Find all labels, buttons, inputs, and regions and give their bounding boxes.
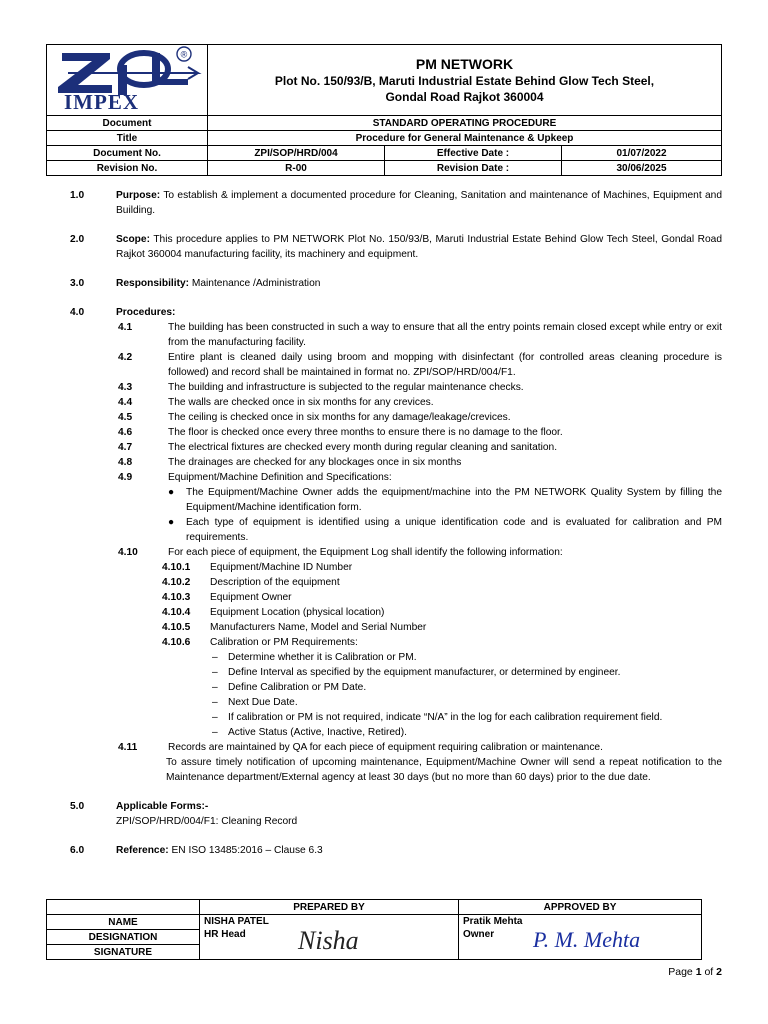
revision-date-label: Revision Date : (385, 161, 562, 176)
svg-text:Nisha: Nisha (298, 926, 359, 955)
procedure-item (70, 395, 722, 410)
sub-number: 4.10.2 (162, 577, 191, 588)
prepared-designation: HR Head (204, 929, 246, 940)
company-name: PM NETWORK (415, 56, 514, 72)
section-number: 2.0 (70, 234, 85, 245)
bullet-text: The Equipment/Machine Owner adds the equipment/machine into the PM NETWORK Quality System by filling the Equipment/Machine identification form. (186, 487, 722, 513)
dash-text: If calibration or PM is not required, indicate “N/A” in the log for each calibration requirement field. (228, 712, 663, 723)
sub-number: 4.10.5 (162, 622, 191, 633)
procedure-text: Records are maintained by QA for each piece of equipment requiring calibration or maintenance. (168, 742, 603, 753)
signoff-table (46, 899, 702, 960)
procedure-text: Entire plant is cleaned daily using broom and mopping with disinfectant (for controlled areas cleaning procedure is followed) and record shall be maintained in format no. ZPI/SOP/HRD/004/F1. (168, 352, 722, 378)
designation-label: DESIGNATION (47, 930, 200, 945)
dash-icon: – (212, 667, 218, 678)
procedure-text: Equipment/Machine Definition and Specifications: (168, 472, 392, 483)
sub-text: Equipment Owner (210, 592, 292, 603)
procedure-continuation: To assure timely notification of upcoming maintenance, Equipment/Machine Owner will send a repeat notification to the Maintenance department/External agency at least 30 days (but no more than 60 days) prior to the due date. (166, 757, 722, 783)
sub-item (70, 620, 722, 635)
bullet-text: Each type of equipment is identified using a unique identification code and is evaluated for calibration and PM requirements. (186, 517, 722, 543)
procedure-number: 4.3 (118, 382, 133, 393)
company-address-line2: Gondal Road Rajkot 360004 (385, 90, 544, 104)
prepared-name: NISHA PATEL (204, 916, 269, 927)
procedure-number: 4.4 (118, 397, 133, 408)
procedure-text: The floor is checked once every three months to ensure there is no damage to the floor. (168, 427, 563, 438)
section-label: Applicable Forms:- (116, 801, 209, 812)
section-purpose (70, 188, 722, 218)
procedure-number: 4.7 (118, 442, 133, 453)
dash-item (70, 695, 722, 710)
bullet-icon: ● (168, 487, 175, 498)
svg-text:P. M. Mehta: P. M. Mehta (533, 927, 641, 952)
sub-item (70, 575, 722, 590)
section-responsibility (70, 276, 722, 291)
section-label: Procedures: (116, 307, 176, 318)
prepared-by-cell (200, 915, 459, 960)
section-procedures (70, 305, 722, 785)
dash-text: Determine whether it is Calibration or PM. (228, 652, 417, 663)
section-reference (70, 843, 722, 858)
document-no-label: Document No. (47, 146, 208, 161)
company-logo (48, 45, 206, 111)
sub-text: Description of the equipment (210, 577, 340, 588)
dash-icon: – (212, 727, 218, 738)
title-value: Procedure for General Maintenance & Upkeep (208, 131, 722, 146)
dash-item (70, 680, 722, 695)
logo-cell (47, 45, 208, 116)
sub-number: 4.10.3 (162, 592, 191, 603)
section-text: ZPI/SOP/HRD/004/F1: Cleaning Record (116, 816, 298, 827)
registered-mark: ® (180, 49, 188, 60)
procedure-number: 4.8 (118, 457, 133, 468)
section-number: 5.0 (70, 801, 85, 812)
procedure-item (70, 425, 722, 440)
dash-item (70, 710, 722, 725)
section-label: Scope: (116, 234, 150, 245)
revision-no-label: Revision No. (47, 161, 208, 176)
sub-item (70, 560, 722, 575)
procedure-number: 4.1 (118, 322, 133, 333)
procedure-item (70, 740, 722, 755)
approved-by-header: APPROVED BY (459, 900, 702, 915)
section-number: 3.0 (70, 278, 85, 289)
dash-item (70, 665, 722, 680)
revision-no-value: R-00 (208, 161, 385, 176)
title-label: Title (47, 131, 208, 146)
section-text: Maintenance /Administration (189, 278, 321, 289)
section-label: Responsibility: (116, 278, 190, 289)
section-scope (70, 232, 722, 262)
section-text: EN ISO 13485:2016 – Clause 6.3 (168, 845, 323, 856)
procedure-text: The ceiling is checked once in six months for any damage/leakage/crevices. (168, 412, 511, 423)
dash-text: Active Status (Active, Inactive, Retired). (228, 727, 407, 738)
procedure-item (70, 410, 722, 425)
section-text: This procedure applies to PM NETWORK Plot No. 150/93/B, Maruti Industrial Estate Behind Glow Tech Steel, Gondal Road Rajkot 360004 manufacturing facility, its machinery and equipment. (116, 234, 722, 260)
sub-text: Equipment Location (physical location) (210, 607, 385, 618)
revision-date-value: 30/06/2025 (562, 161, 722, 176)
dash-icon: – (212, 712, 218, 723)
procedure-item (70, 545, 722, 560)
section-number: 1.0 (70, 190, 85, 201)
company-address-line1: Plot No. 150/93/B, Maruti Industrial Estate Behind Glow Tech Steel, (274, 74, 655, 88)
section-forms (70, 799, 722, 829)
approved-designation: Owner (463, 929, 495, 940)
procedure-item (70, 320, 722, 350)
procedure-text: The building and infrastructure is subjected to the regular maintenance checks. (168, 382, 524, 393)
procedure-item (70, 440, 722, 455)
logo-brand-text: IMPEX (64, 90, 139, 111)
sub-number: 4.10.4 (162, 607, 191, 618)
procedure-text: The building has been constructed in such a way to ensure that all the entry points remain closed except while entry or exit from the manufacturing facility. (168, 322, 722, 348)
dash-text: Next Due Date. (228, 697, 298, 708)
sub-item (70, 590, 722, 605)
sub-number: 4.10.6 (162, 637, 191, 648)
procedure-number: 4.10 (118, 547, 138, 558)
bullet-item (70, 485, 722, 515)
procedure-text: The walls are checked once in six months for any crevices. (168, 397, 434, 408)
procedure-item (70, 455, 722, 470)
sub-text: Manufacturers Name, Model and Serial Number (210, 622, 427, 633)
procedure-text: The drainages are checked for any blockages once in six months (168, 457, 462, 468)
procedure-number: 4.9 (118, 472, 133, 483)
dash-text: Define Interval as specified by the equipment manufacturer, or determined by engineer. (228, 667, 621, 678)
section-number: 6.0 (70, 845, 85, 856)
company-info (208, 45, 722, 116)
document-header-table (46, 44, 722, 176)
section-text: To establish & implement a documented procedure for Cleaning, Sanitation and maintenance of Machines, Equipment and Building. (116, 190, 722, 216)
effective-date-label: Effective Date : (385, 146, 562, 161)
approved-name: Pratik Mehta (463, 916, 523, 927)
page-number: Page 1 of 2 (668, 966, 722, 978)
prepared-by-header: PREPARED BY (200, 900, 459, 915)
section-label: Purpose: (116, 190, 161, 201)
procedure-number: 4.5 (118, 412, 133, 423)
document-value: STANDARD OPERATING PROCEDURE (208, 116, 722, 131)
dash-item (70, 650, 722, 665)
dash-icon: – (212, 697, 218, 708)
document-body (70, 188, 722, 872)
sub-number: 4.10.1 (162, 562, 191, 573)
effective-date-value: 01/07/2022 (562, 146, 722, 161)
sub-text: Calibration or PM Requirements: (210, 637, 358, 648)
section-label: Reference: (116, 845, 169, 856)
approved-by-cell (459, 915, 702, 960)
procedure-number: 4.2 (118, 352, 133, 363)
signature-label: SIGNATURE (47, 945, 200, 960)
prepared-signature (296, 919, 386, 959)
procedure-item (70, 470, 722, 485)
procedure-text: The electrical fixtures are checked every month during regular cleaning and sanitation. (168, 442, 558, 453)
procedure-item (70, 380, 722, 395)
procedure-text: For each piece of equipment, the Equipment Log shall identify the following information: (168, 547, 563, 558)
section-number: 4.0 (70, 307, 85, 318)
dash-icon: – (212, 682, 218, 693)
name-label: NAME (47, 915, 200, 930)
dash-item (70, 725, 722, 740)
approved-signature (531, 919, 671, 959)
sub-item (70, 605, 722, 620)
procedure-item (70, 350, 722, 380)
procedure-number: 4.11 (118, 742, 138, 753)
procedure-number: 4.6 (118, 427, 133, 438)
sub-item (70, 635, 722, 650)
document-label: Document (47, 116, 208, 131)
dash-icon: – (212, 652, 218, 663)
dash-text: Define Calibration or PM Date. (228, 682, 367, 693)
document-no-value: ZPI/SOP/HRD/004 (208, 146, 385, 161)
sub-text: Equipment/Machine ID Number (210, 562, 353, 573)
bullet-icon: ● (168, 517, 175, 528)
bullet-item (70, 515, 722, 545)
